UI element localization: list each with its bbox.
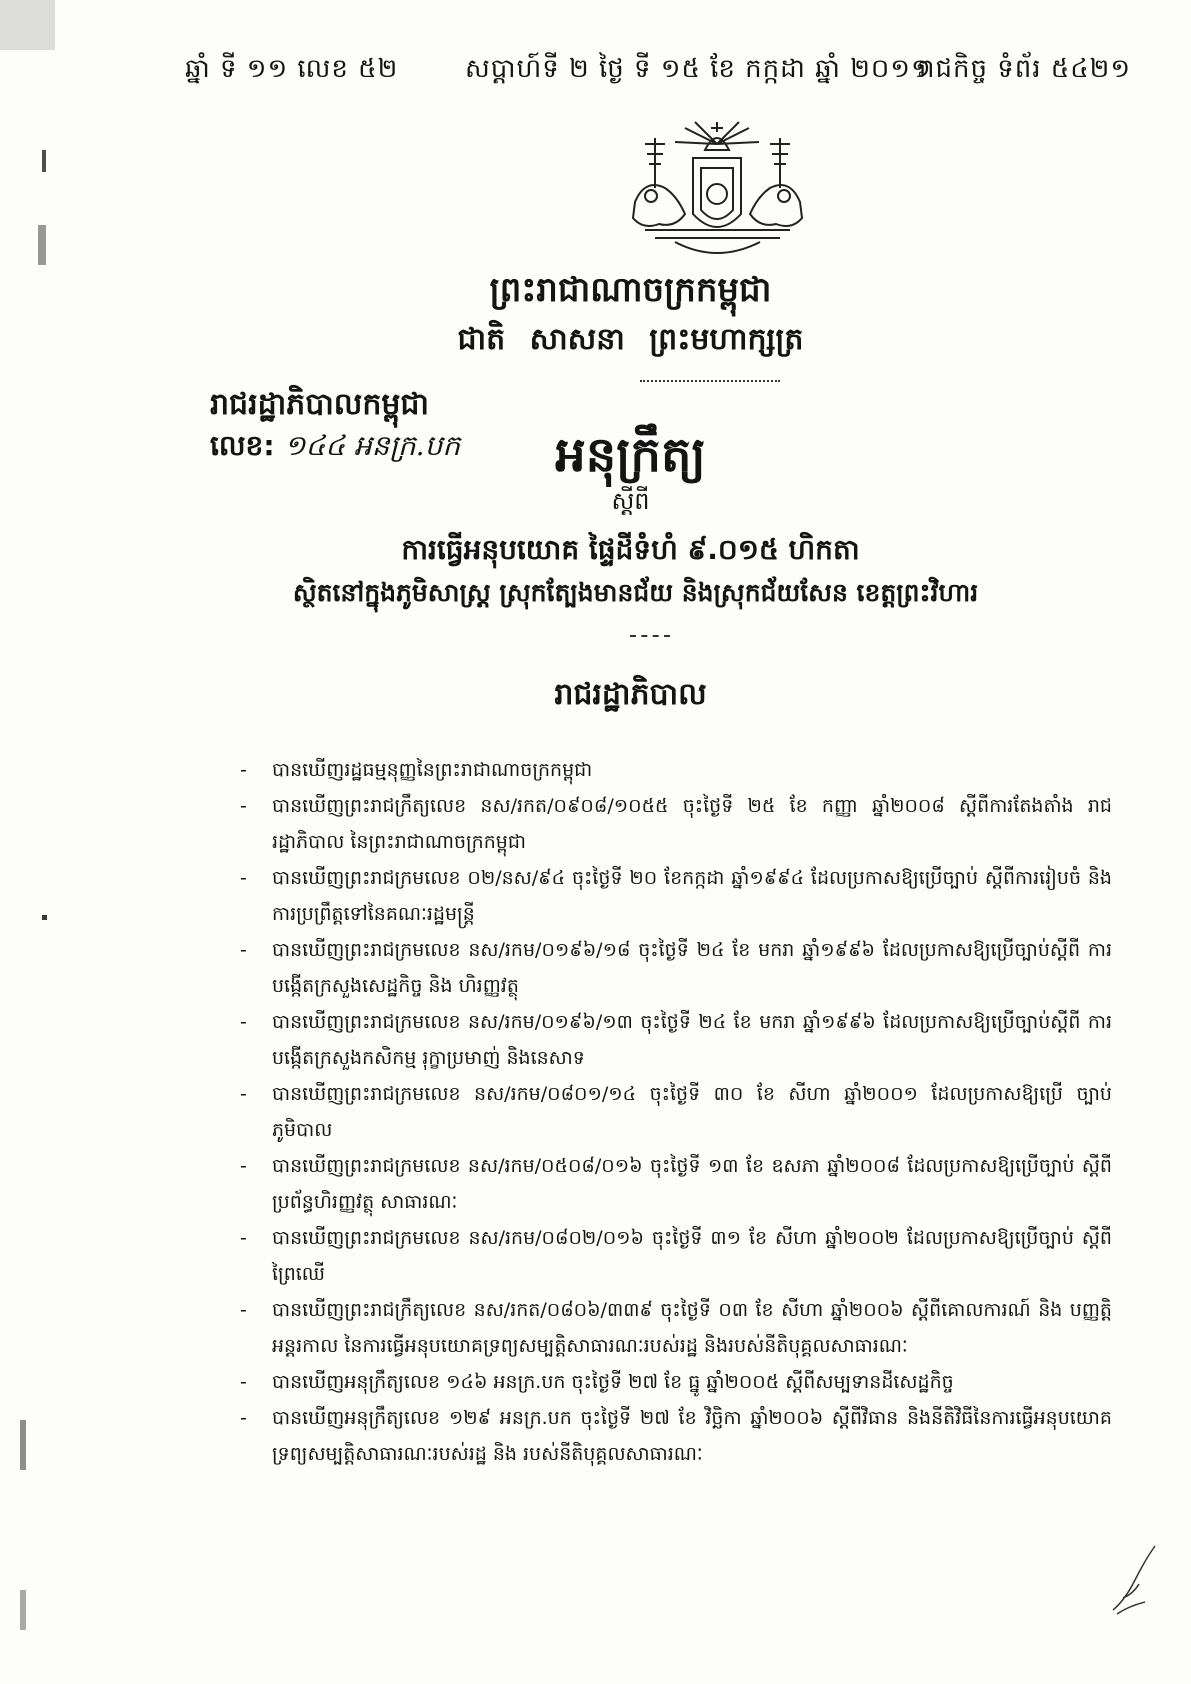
gazette-date: សប្ដាហ៍ទី ២ ថ្ងៃ ទី ១៥ ខែ កក្កដា ឆ្នាំ ២០១១	[465, 54, 932, 84]
subject-line-1: ការធ្វើអនុបយោគ ផ្ទៃដីទំហំ ៩.០១៥ ហិកតា	[401, 533, 860, 566]
list-item: - បានឃើញអនុក្រឹត្យលេខ ១៤៦ អនក្រ.បក ចុះថ្ងៃទី ២៧ ខែ ធ្នូ ឆ្នាំ២០០៥ ស្ដីពីសម្បទានដីសេដ្ឋកិច្ច	[240, 1371, 954, 1393]
subject-on-label: ស្ដីពី	[611, 487, 650, 515]
list-item: - បានឃើញព្រះរាជក្រឹត្យលេខ នស/រកត/០៩០៨/១០៥៥ ចុះថ្ងៃទី ២៥ ខែ កញ្ញា ឆ្នាំ២០០៨ ស្ដីពីការតែងតាំង រាជរដ្ឋាភិបាល នៃព្រះរាជាណាចក្រកម្ពុជា	[240, 795, 1112, 853]
list-item: - បានឃើញព្រះរាជក្រឹត្យលេខ នស/រកត/០៨០៦/៣៣៩ ចុះថ្ងៃទី ០៣ ខែ សីហា ឆ្នាំ២០០៦ ស្ដីពីគោលការណ៍ និង បញ្ញត្តិអន្តរកាល នៃការធ្វើអនុបយោគទ្រព្យសម្បត្តិសាធារណៈរបស់រដ្ឋ និងរបស់នីតិបុគ្គលសាធារណៈ	[240, 1299, 1112, 1357]
gazette-page-number: រាជកិច្ច ទំព័រ ៥៤២១	[918, 54, 1131, 84]
national-motto: ជាតិ សាសនា ព្រះមហាក្សត្រ	[457, 322, 804, 357]
list-item: - បានឃើញអនុក្រឹត្យលេខ ១២៩ អនក្រ.បក ចុះថ្ងៃទី ២៧ ខែ វិច្ឆិកា ឆ្នាំ២០០៦ ស្ដីពីវិធាន និងនីតិវិធីនៃការធ្វើអនុបយោគ ទ្រព្យសម្បត្តិសាធារណៈរបស់រដ្ឋ និង របស់នីតិបុគ្គលសាធារណៈ	[240, 1407, 1112, 1465]
document-type-title: អនុក្រឹត្យ	[555, 427, 706, 483]
list-item: - បានឃើញព្រះរាជក្រមលេខ នស/រកម/០៥០៨/០១៦ ចុះថ្ងៃទី ១៣ ខែ ឧសភា ឆ្នាំ២០០៨ ដែលប្រកាសឱ្យប្រើច្បាប់ ស្ដីពីប្រព័ន្ធហិរញ្ញវត្ថុ សាធារណៈ	[240, 1155, 1112, 1213]
royal-emblem-icon	[615, 118, 820, 268]
margin-mark	[38, 225, 46, 265]
list-item: - បានឃើញព្រះរាជក្រមលេខ ០២/នស/៩៤ ចុះថ្ងៃទី ២០ ខែកក្កដា ឆ្នាំ១៩៩៤ ដែលប្រកាសឱ្យប្រើច្បាប់ ស្ដីពីការរៀបចំ និង ការប្រព្រឹត្តទៅនៃគណៈរដ្ឋមន្ត្រី	[240, 867, 1112, 925]
list-item: - បានឃើញព្រះរាជក្រមលេខ នស/រកម/០១៩៦/១៨ ចុះថ្ងៃទី ២៤ ខែ មករា ឆ្នាំ១៩៩៦ ដែលប្រកាសឱ្យប្រើច្បាប់ស្ដីពី ការបង្កើតក្រសួងសេដ្ឋកិច្ច និង ហិរញ្ញវត្ថុ	[240, 939, 1112, 997]
scan-corner-noise	[0, 0, 55, 50]
subject-line-2: ស្ថិតនៅក្នុងភូមិសាស្ត្រ ស្រុកត្បែងមានជ័យ និងស្រុកជ័យសែន ខេត្តព្រះវិហារ	[292, 578, 979, 607]
section-title: រាជរដ្ឋាភិបាល	[554, 677, 707, 712]
list-item: - បានឃើញព្រះរាជក្រមលេខ នស/រកម/០៨០២/០១៦ ចុះថ្ងៃទី ៣១ ខែ សីហា ឆ្នាំ២០០២ ដែលប្រកាសឱ្យប្រើច្បាប់ ស្ដីពីព្រៃឈើ	[240, 1227, 1112, 1285]
margin-mark	[20, 1420, 26, 1470]
margin-mark	[42, 150, 46, 172]
margin-mark	[42, 915, 47, 920]
subject-divider	[630, 635, 670, 637]
reference-label: លេខ:	[210, 429, 275, 462]
motto-divider	[640, 380, 780, 382]
list-item: - បានឃើញព្រះរាជក្រមលេខ នស/រកម/០១៩៦/១៣ ចុះថ្ងៃទី ២៤ ខែ មករា ឆ្នាំ១៩៩៦ ដែលប្រកាសឱ្យប្រើច្បាប់ស្ដីពី ការបង្កើតក្រសួងកសិកម្ម រុក្ខាប្រមាញ់ និងនេសាទ	[240, 1011, 1112, 1069]
issuing-government: រាជរដ្ឋាភិបាលកម្ពុជា	[210, 387, 429, 422]
list-item: - បានឃើញរដ្ឋធម្មនុញ្ញនៃព្រះរាជាណាចក្រកម្ពុជា	[240, 759, 593, 781]
legal-basis-list	[240, 752, 1112, 1472]
initials-signature-icon	[1105, 1540, 1165, 1620]
margin-mark	[20, 1590, 26, 1630]
reference-value: ១៤៤ អនក្រ.បក	[284, 429, 461, 462]
list-item: - បានឃើញព្រះរាជក្រមលេខ នស/រកម/០៨០១/១៤ ចុះថ្ងៃទី ៣០ ខែ សីហា ឆ្នាំ២០០១ ដែលប្រកាសឱ្យប្រើ ច្បាប់ភូមិបាល	[240, 1083, 1112, 1141]
gazette-year-issue: ឆ្នាំ ទី ១១ លេខ ៥២	[185, 54, 399, 84]
kingdom-title: ព្រះរាជាណាចក្រកម្ពុជា	[489, 270, 772, 310]
